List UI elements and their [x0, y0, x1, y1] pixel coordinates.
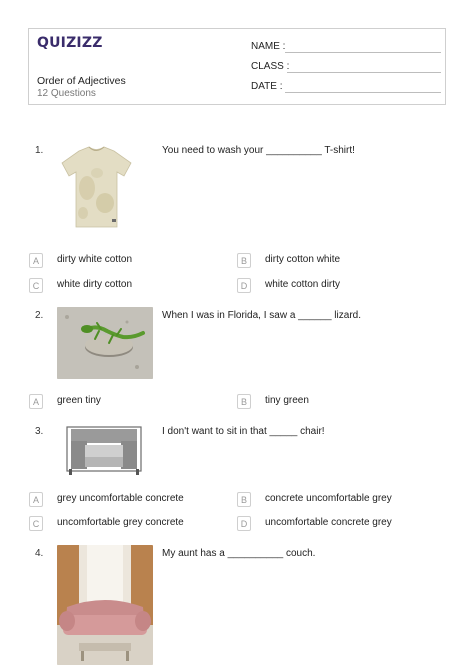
class-label: CLASS : [251, 61, 290, 72]
option-text: dirty cotton white [265, 254, 341, 265]
option-letter-box: B [237, 394, 251, 409]
option-text: uncomfortable grey concrete [57, 517, 184, 528]
tshirt-image [57, 143, 136, 233]
name-label: NAME : [251, 41, 286, 52]
option-letter-box: B [237, 253, 251, 268]
option-letter-box: A [29, 394, 43, 409]
question-count: 12 Questions [37, 88, 96, 99]
option-text: concrete uncomfortable grey [265, 493, 392, 504]
question-text: When I was in Florida, I saw a ______ lizard. [162, 310, 361, 321]
option-text: uncomfortable concrete grey [265, 517, 392, 528]
question-text: My aunt has a __________ couch. [162, 548, 316, 559]
name-line [285, 52, 441, 53]
option-text: green tiny [57, 395, 101, 406]
chair-image [57, 423, 153, 479]
option-text: white cotton dirty [265, 279, 341, 290]
option-letter-box: C [29, 516, 43, 531]
date-line [285, 92, 441, 93]
quizizz-logo: QUIZIZZ [37, 35, 103, 51]
class-line [287, 72, 441, 73]
option-letter-box: B [237, 492, 251, 507]
question-number: 2. [35, 310, 44, 321]
option-letter-box: A [29, 492, 43, 507]
name-field[interactable] [251, 41, 441, 53]
option-letter-box: D [237, 516, 251, 531]
worksheet-header [28, 28, 446, 105]
class-field[interactable] [251, 61, 441, 73]
question-number: 4. [35, 548, 44, 559]
worksheet-title: Order of Adjectives [37, 75, 126, 87]
option-letter-box: A [29, 253, 43, 268]
date-field[interactable] [251, 81, 441, 93]
question-number: 3. [35, 426, 44, 437]
option-letter-box: D [237, 278, 251, 293]
couch-image [57, 545, 153, 665]
option-text: grey uncomfortable concrete [57, 493, 184, 504]
lizard-image [57, 307, 153, 379]
option-text: dirty white cotton [57, 254, 133, 265]
date-label: DATE : [251, 81, 283, 92]
option-text: tiny green [265, 395, 309, 406]
question-text: I don't want to sit in that _____ chair! [162, 426, 325, 437]
option-letter-box: C [29, 278, 43, 293]
question-text: You need to wash your __________ T-shirt! [162, 145, 355, 156]
option-text: white dirty cotton [57, 279, 133, 290]
question-number: 1. [35, 145, 44, 156]
